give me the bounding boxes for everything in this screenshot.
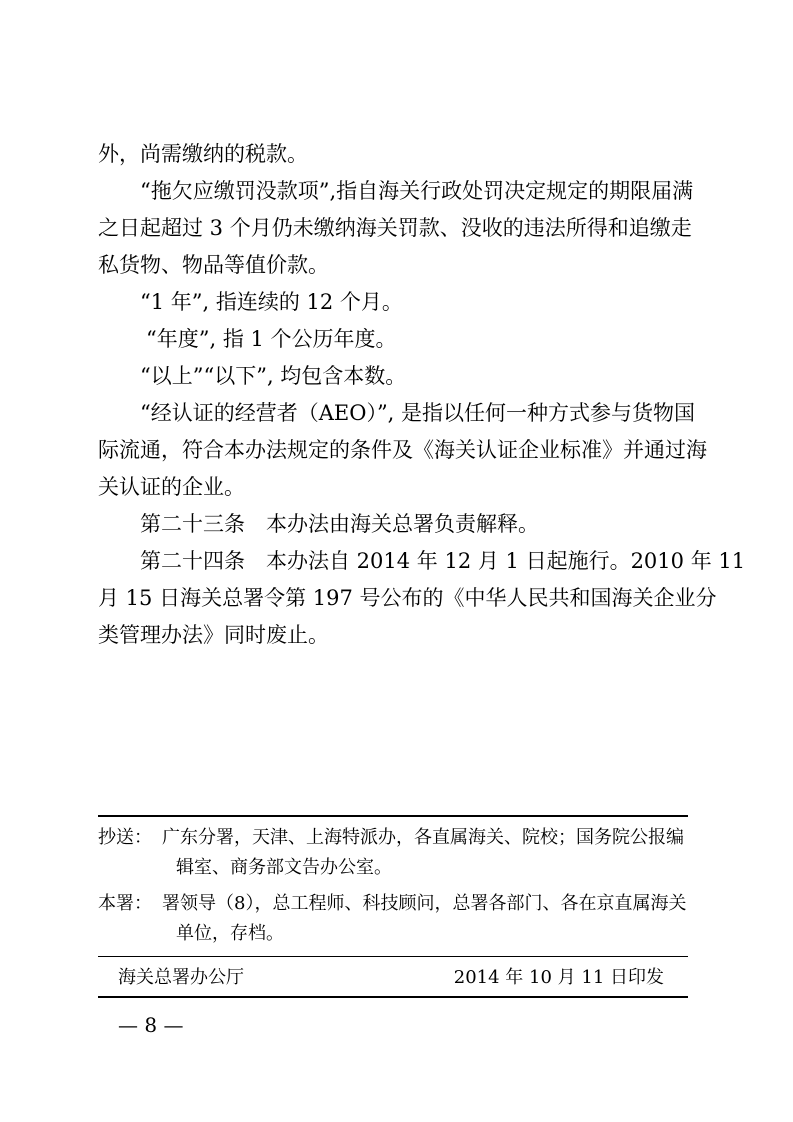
body-line: 外，尚需缴纳的税款。	[98, 142, 308, 166]
body-line: “拖欠应缴罚没款项”,指自海关行政处罚决定规定的期限届满	[140, 179, 694, 203]
cc-recipients-cont: 辑室、商务部文告办公室。	[176, 857, 392, 878]
body-line: 际流通，符合本办法规定的条件及《海关认证企业标准》并通过海	[98, 438, 707, 462]
cc-row	[98, 823, 688, 853]
internal-row	[98, 889, 688, 919]
body-line: “1 年”, 指连续的 12 个月。	[140, 290, 403, 314]
distribution-block	[98, 823, 688, 949]
bottom-rule	[98, 996, 688, 998]
body-line: 月 15 日海关总署令第 197 号公布的《中华人民共和国海关企业分	[98, 586, 717, 610]
issuer-row	[118, 963, 664, 989]
body-line: 私货物、物品等值价款。	[98, 253, 329, 277]
issue-date: 2014 年 10 月 11 日印发	[453, 967, 664, 988]
page-number: — 8 —	[118, 1013, 184, 1037]
article-23: 第二十三条 本办法由海关总署负责解释。	[140, 512, 539, 536]
middle-rule	[98, 956, 688, 957]
document-body	[98, 136, 746, 654]
internal-recipients: 署领导（8），总工程师、科技顾问，总署各部门、各在京直属海关	[162, 893, 687, 914]
body-line: 关认证的企业。	[98, 475, 245, 499]
internal-label: 本署：	[98, 893, 152, 914]
body-line: 类管理办法》同时废止。	[98, 623, 329, 647]
cc-label: 抄送：	[98, 827, 152, 848]
top-rule	[98, 815, 688, 817]
cc-recipients: 广东分署，天津、上海特派办，各直属海关、院校；国务院公报编	[162, 827, 684, 848]
article-24: 第二十四条 本办法自 2014 年 12 月 1 日起施行。2010 年 11	[140, 549, 746, 573]
internal-recipients-cont: 单位，存档。	[176, 923, 284, 944]
body-line: “以上”“以下”, 均包含本数。	[140, 364, 407, 388]
body-line: “年度”, 指 1 个公历年度。	[146, 327, 397, 351]
body-line: “经认证的经营者（AEO）”, 是指以任何一种方式参与货物国	[140, 401, 696, 425]
body-line: 之日起超过 3 个月仍未缴纳海关罚款、没收的违法所得和追缴走	[98, 216, 692, 240]
issuing-office: 海关总署办公厅	[118, 967, 244, 988]
